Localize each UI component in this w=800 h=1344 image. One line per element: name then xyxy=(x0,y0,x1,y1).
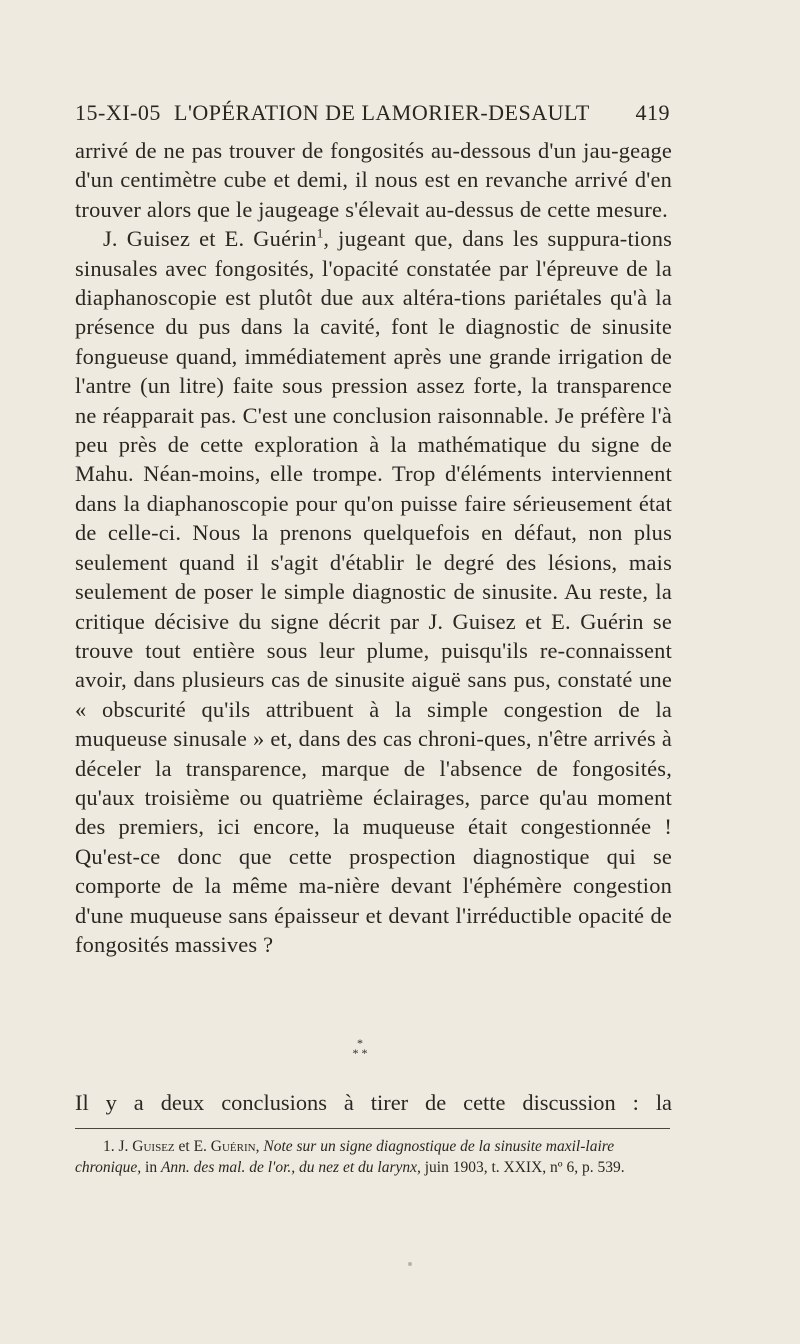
footnote-and: et xyxy=(178,1138,190,1155)
paper-speck xyxy=(408,1262,412,1266)
paragraph-2 xyxy=(75,224,672,959)
running-header xyxy=(75,100,670,134)
footnote-journal: Ann. des mal. de l'or., du nez et du larynx, xyxy=(160,1159,421,1176)
paragraph-2-text: , jugeant que, dans les suppura-tions sinusales avec fongosités, l'opacité constatée par l'épreuve de la diaphanoscopie est plutôt due aux altéra-tions pariétales qu'à la présence du pus dans la cavité, font le diagnostic de sinusite fongueuse quand, immédiatement après une grande irrigation de l'antre (un litre) faite sous pression assez forte, la transparence ne réapparait pas. C'est une conclusion raisonnable. Je préfère l'à peu près de cette exploration à la mathématique du signe de Mahu. Néan-moins, elle trompe. Trop d'éléments interviennent dans la diaphanoscopie pour qu'on puisse faire sérieusement état de celle-ci. Nous la prenons quelquefois en défaut, non plus seulement quand il s'agit d'établir le degré des lésions, mais seulement de poser le simple diagnostic de sinusite. Au reste, la critique décisive du signe décrit par J. Guisez et E. Guérin se trouve tout entière sous leur plume, puisqu'ils re-connaissent avoir, dans plusieurs cas de sinusite aiguë sans pus, constaté une « obscurité qu'ils attribuent à la simple congestion de la muqueuse sinusale » et, dans des cas chroni-ques, n'être arrivés à déceler la transparence, marque de l'absence de fongosités, qu'aux troisième ou quatrième éclairages, parce qu'au moment des premiers, ici encore, la muqueuse était congestionnée ! Qu'est-ce donc que cette prospection diagnostique qui se comporte de la même ma-nière devant l'éphémère congestion d'une muqueuse sans épaisseur et devant l'irréductible opacité de fongosités massives ? xyxy=(75,226,673,957)
closing-line: Il y a deux conclusions à tirer de cette discussion : la xyxy=(75,1090,672,1115)
footnote-reference: 1 xyxy=(316,225,324,241)
asterism-top: * xyxy=(357,1036,363,1050)
footnote xyxy=(75,1136,672,1178)
footnote-author-2: E. Guérin, xyxy=(193,1138,260,1155)
asterism-bottom: * * xyxy=(352,1046,368,1060)
header-date: 15-XI-05 xyxy=(75,100,161,125)
paragraph-1: arrivé de ne pas trouver de fongosités au-dessous d'un jau-geage d'un centimètre cube et demi, il nous est en revanche arrivé d'en trouver alors que le jaugeage s'élevait au-dessus de cette mesure. xyxy=(75,138,672,222)
footnote-details: juin 1903, t. XXIX, nº 6, p. 539. xyxy=(424,1159,625,1176)
paragraph-2-authors: J. Guisez et E. Guérin xyxy=(103,226,317,252)
page-number: 419 xyxy=(635,100,670,125)
footnote-in: in xyxy=(145,1159,158,1176)
body-text xyxy=(75,136,672,959)
section-asterism xyxy=(330,1038,390,1058)
footnote-title: Note sur un signe diagnostique de la sinusite maxil-laire chronique, xyxy=(75,1138,615,1176)
footnote-author-1: J. Guisez xyxy=(118,1138,175,1155)
header-running-title: L'OPÉRATION DE LAMORIER-DESAULT xyxy=(174,100,590,125)
footnote-number: 1. xyxy=(103,1138,115,1155)
footnote-rule xyxy=(75,1128,670,1129)
